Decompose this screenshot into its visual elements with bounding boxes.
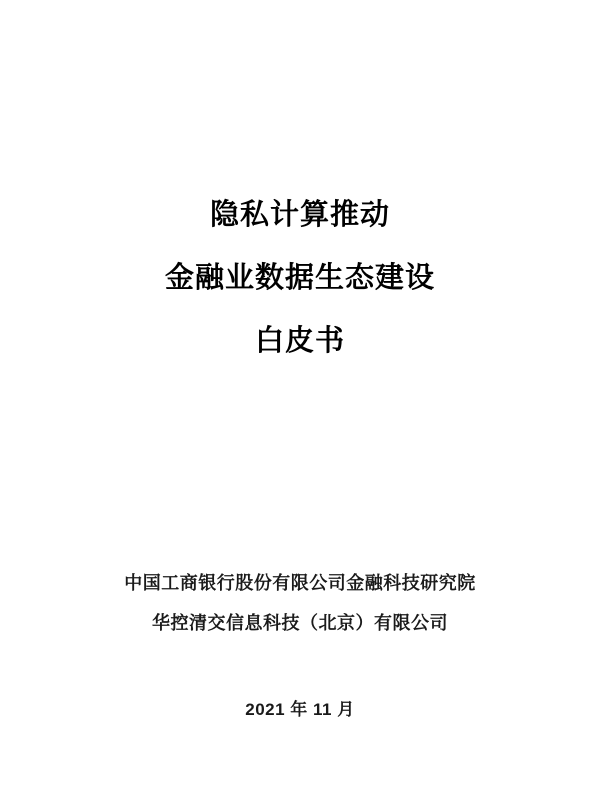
author-line-icbc: 中国工商银行股份有限公司金融科技研究院 bbox=[124, 573, 476, 593]
date-text: 2021 年 11 月 bbox=[245, 700, 355, 719]
title-line-1: 隐私计算推动 bbox=[209, 199, 390, 231]
author-line-tsingjiao: 华控清交信息科技（北京）有限公司 bbox=[152, 613, 448, 633]
author-organizations bbox=[0, 563, 600, 643]
title-line-3: 白皮书 bbox=[254, 325, 345, 357]
publication-date bbox=[0, 699, 600, 721]
title-line-2: 金融业数据生态建设 bbox=[164, 262, 435, 294]
document-title bbox=[0, 184, 600, 373]
